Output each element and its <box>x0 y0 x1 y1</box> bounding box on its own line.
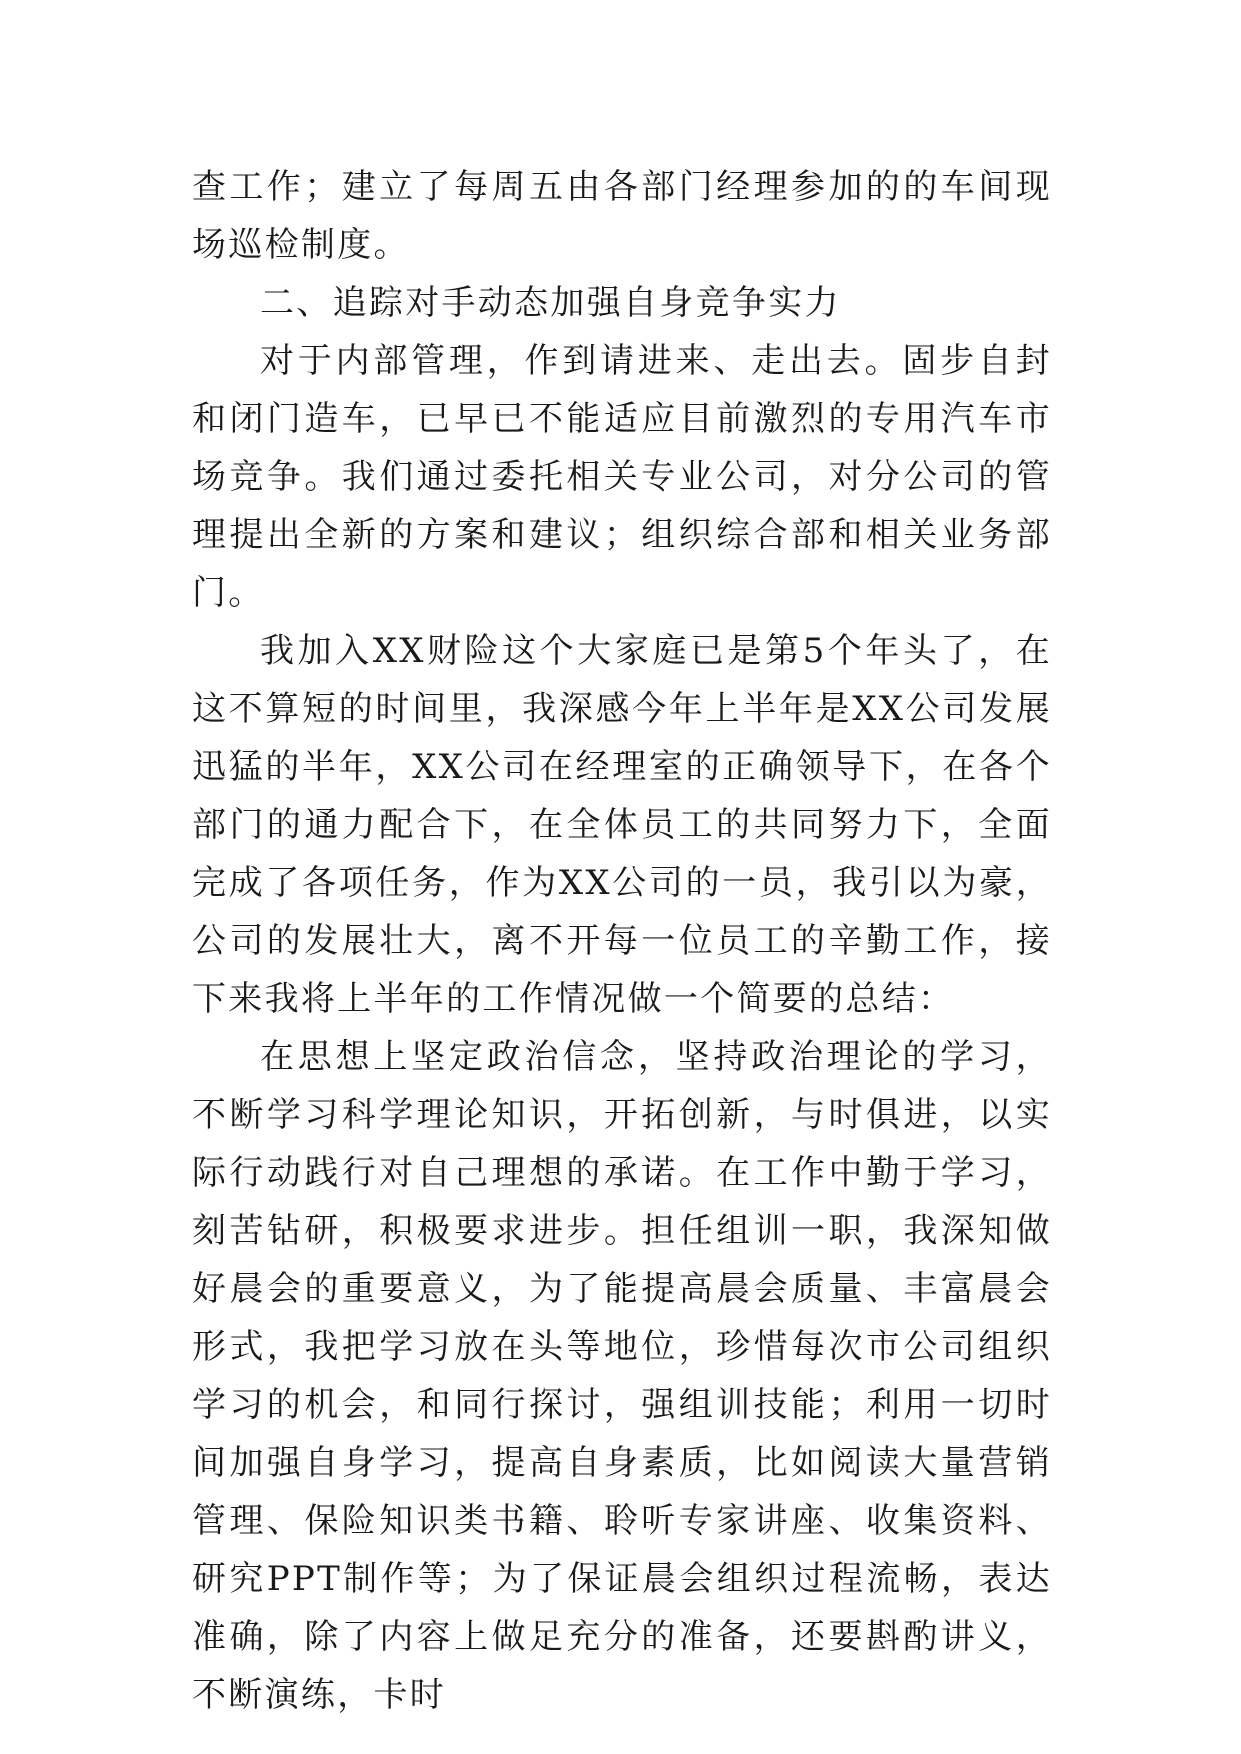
paragraph-1: 查工作；建立了每周五由各部门经理参加的的车间现场巡检制度。 <box>192 167 1052 265</box>
section-heading: 二、追踪对手动态加强自身竞争实力 <box>260 283 841 323</box>
paragraph-2: 对于内部管理，作到请进来、走出去。固步自封和闭门造车，已早已不能适应目前激烈的专用汽车市场竞争。我们通过委托相关专业公司，对分公司的管理提出全新的方案和建议；组织综合部和相关业务部门。 <box>192 341 1052 613</box>
paragraph-4: 在思想上坚定政治信念，坚持政治理论的学习，不断学习科学理论知识，开拓创新，与时俱进，以实际行动践行对自己理想的承诺。在工作中勤于学习，刻苦钻研，积极要求进步。担任组训一职，我深知做好晨会的重要意义，为了能提高晨会质量、丰富晨会形式，我把学习放在头等地位，珍惜每次市公司组织学习的机会，和同行探讨，强组训技能；利用一切时间加强自身学习，提高自身素质，比如阅读大量营销管理、保险知识类书籍、聆听专家讲座、收集资料、研究PPT制作等；为了保证晨会组织过程流畅，表达准确，除了内容上做足充分的准备，还要斟酌讲义，不断演练，卡时 <box>192 1037 1052 1715</box>
paragraph-3: 我加入XX财险这个大家庭已是第5个年头了，在这不算短的时间里，我深感今年上半年是XX公司发展迅猛的半年，XX公司在经理室的正确领导下，在各个部门的通力配合下，在全体员工的共同努力下，全面完成了各项任务，作为XX公司的一员，我引以为豪，公司的发展壮大，离不开每一位员工的辛勤工作，接下来我将上半年的工作情况做一个简要的总结： <box>192 631 1052 1019</box>
document-body <box>192 158 1052 1724</box>
